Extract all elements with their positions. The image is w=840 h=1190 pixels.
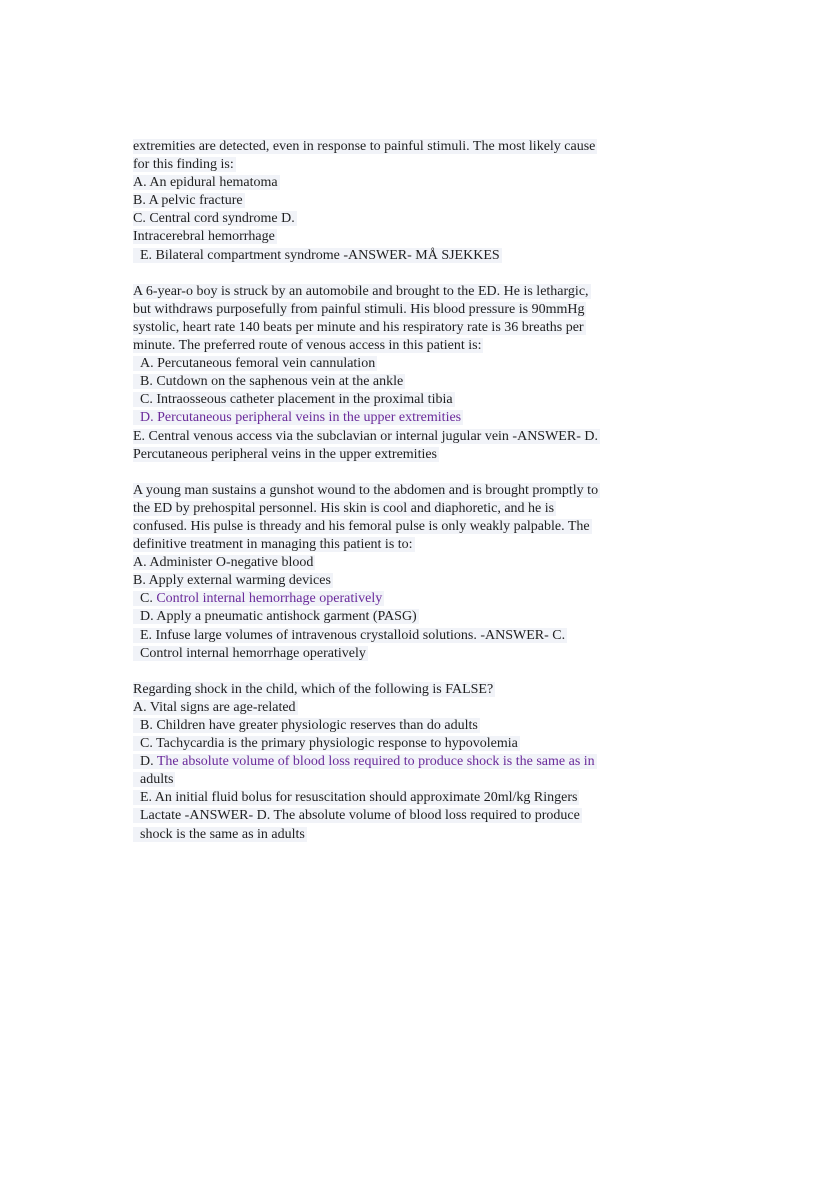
line-text: E. Bilateral compartment syndrome -ANSWER- MÅ SJEKKES bbox=[140, 247, 500, 263]
line-highlight bbox=[133, 555, 315, 570]
line-text: the ED by prehospital personnel. His skin is cool and diaphoretic, and he is bbox=[133, 500, 555, 516]
answer-text: Control internal hemorrhage operatively bbox=[156, 591, 383, 607]
line-text: B. Cutdown on the saphenous vein at the ankle bbox=[140, 374, 404, 390]
text-line bbox=[133, 753, 673, 771]
text-line bbox=[133, 319, 673, 337]
line-highlight bbox=[133, 447, 439, 462]
text-line bbox=[133, 789, 673, 807]
line-text: A. Vital signs are age-related bbox=[133, 699, 296, 715]
line-text: Intracerebral hemorrhage bbox=[133, 229, 275, 245]
line-text: E. Central venous access via the subclavian or internal jugular vein -ANSWER- D. bbox=[133, 428, 598, 444]
text-line bbox=[133, 826, 673, 844]
line-text: C. bbox=[140, 591, 157, 607]
text-line bbox=[133, 446, 673, 464]
line-text: Regarding shock in the child, which of the following is FALSE? bbox=[133, 681, 494, 697]
line-highlight bbox=[133, 392, 455, 407]
line-highlight bbox=[133, 718, 480, 733]
line-highlight bbox=[133, 157, 236, 172]
line-highlight bbox=[133, 591, 384, 606]
text-line bbox=[133, 536, 673, 554]
question-block bbox=[133, 681, 673, 844]
text-line bbox=[133, 807, 673, 825]
line-text: B. A pelvic fracture bbox=[133, 193, 243, 209]
text-line bbox=[133, 590, 673, 608]
text-line bbox=[133, 337, 673, 355]
line-text: A. Percutaneous femoral vein cannulation bbox=[140, 356, 376, 372]
line-highlight bbox=[133, 700, 298, 715]
line-text: C. Tachycardia is the primary physiologic response to hypovolemia bbox=[140, 736, 518, 752]
line-text: A. Administer O-negative blood bbox=[133, 555, 314, 571]
text-line bbox=[133, 156, 673, 174]
line-text: C. Intraosseous catheter placement in the proximal tibia bbox=[140, 392, 453, 408]
line-highlight bbox=[133, 537, 415, 552]
line-text: A young man sustains a gunshot wound to the abdomen and is brought promptly to bbox=[133, 482, 599, 498]
paragraph-gap bbox=[133, 663, 673, 681]
text-line bbox=[133, 428, 673, 446]
text-line bbox=[133, 138, 673, 156]
line-highlight bbox=[133, 175, 280, 190]
line-text: B. Children have greater physiologic reserves than do adults bbox=[140, 718, 478, 733]
line-highlight bbox=[133, 429, 600, 444]
text-line bbox=[133, 717, 673, 735]
text-line bbox=[133, 771, 673, 789]
text-line bbox=[133, 699, 673, 717]
line-highlight bbox=[133, 193, 245, 208]
text-line bbox=[133, 355, 673, 373]
line-text: E. An initial fluid bolus for resuscitation should approximate 20ml/kg Ringers bbox=[140, 790, 578, 806]
line-highlight bbox=[133, 736, 520, 751]
text-line bbox=[133, 283, 673, 301]
text-line bbox=[133, 192, 673, 210]
line-text: shock is the same as in adults bbox=[140, 826, 305, 842]
line-highlight bbox=[133, 320, 586, 335]
line-text: Control internal hemorrhage operatively bbox=[140, 645, 366, 661]
line-text: E. Infuse large volumes of intravenous crystalloid solutions. -ANSWER- C. bbox=[140, 627, 566, 643]
line-highlight bbox=[133, 248, 502, 263]
line-highlight bbox=[133, 356, 377, 371]
line-highlight bbox=[133, 772, 175, 787]
line-highlight bbox=[133, 374, 405, 389]
line-text: D. Apply a pneumatic antishock garment (PASG) bbox=[140, 609, 417, 625]
line-highlight bbox=[133, 790, 579, 805]
answer-text: The absolute volume of blood loss required to produce shock is the same as in bbox=[156, 754, 595, 770]
question-block bbox=[133, 283, 673, 464]
paragraph-gap bbox=[133, 265, 673, 283]
line-highlight bbox=[133, 338, 483, 353]
line-text: C. Central cord syndrome D. bbox=[133, 211, 295, 227]
line-text: A. An epidural hematoma bbox=[133, 175, 278, 191]
question-block bbox=[133, 482, 673, 663]
line-text: but withdraws purposefully from painful stimuli. His blood pressure is 90mmHg bbox=[133, 301, 585, 317]
line-highlight bbox=[133, 519, 592, 534]
text-line bbox=[133, 247, 673, 265]
text-line bbox=[133, 572, 673, 590]
line-highlight bbox=[133, 139, 597, 154]
line-highlight bbox=[133, 628, 567, 643]
text-line bbox=[133, 174, 673, 192]
text-line bbox=[133, 409, 673, 427]
document-body bbox=[133, 138, 673, 844]
line-highlight bbox=[133, 302, 586, 317]
line-text: D. bbox=[140, 754, 157, 770]
line-highlight bbox=[133, 284, 591, 299]
text-line bbox=[133, 681, 673, 699]
text-line bbox=[133, 373, 673, 391]
line-highlight bbox=[133, 211, 297, 226]
text-line bbox=[133, 608, 673, 626]
text-line bbox=[133, 482, 673, 500]
text-line bbox=[133, 627, 673, 645]
text-line bbox=[133, 645, 673, 663]
text-line bbox=[133, 391, 673, 409]
line-text: definitive treatment in managing this patient is to: bbox=[133, 537, 413, 553]
paragraph-gap bbox=[133, 464, 673, 482]
text-line bbox=[133, 301, 673, 319]
line-text: confused. His pulse is thready and his femoral pulse is only weakly palpable. The bbox=[133, 518, 590, 534]
line-text: adults bbox=[140, 772, 174, 788]
line-highlight bbox=[133, 501, 556, 516]
line-highlight bbox=[133, 573, 333, 588]
text-line bbox=[133, 500, 673, 518]
line-highlight bbox=[133, 682, 495, 697]
text-line bbox=[133, 554, 673, 572]
line-highlight bbox=[133, 646, 368, 661]
line-text: B. Apply external warming devices bbox=[133, 573, 331, 589]
line-text: extremities are detected, even in response to painful stimuli. The most likely cause bbox=[133, 139, 596, 154]
line-text: systolic, heart rate 140 beats per minute and his respiratory rate is 36 breaths per bbox=[133, 319, 584, 335]
line-highlight bbox=[133, 808, 582, 823]
text-line bbox=[133, 210, 673, 228]
line-highlight bbox=[133, 410, 463, 425]
line-highlight bbox=[133, 609, 419, 624]
line-highlight bbox=[133, 229, 277, 244]
line-text: D. Percutaneous peripheral veins in the upper extremities bbox=[140, 410, 462, 426]
line-text: A 6-year-o boy is struck by an automobile and brought to the ED. He is lethargic, bbox=[133, 283, 589, 299]
line-highlight bbox=[133, 754, 597, 769]
line-text: minute. The preferred route of venous access in this patient is: bbox=[133, 338, 482, 354]
text-line bbox=[133, 735, 673, 753]
line-text: Lactate -ANSWER- D. The absolute volume of blood loss required to produce bbox=[140, 808, 580, 824]
line-text: Percutaneous peripheral veins in the upper extremities bbox=[133, 446, 438, 462]
line-text: for this finding is: bbox=[133, 157, 234, 173]
line-highlight bbox=[133, 827, 307, 842]
text-line bbox=[133, 228, 673, 246]
question-block bbox=[133, 138, 673, 265]
line-highlight bbox=[133, 483, 600, 498]
text-line bbox=[133, 518, 673, 536]
